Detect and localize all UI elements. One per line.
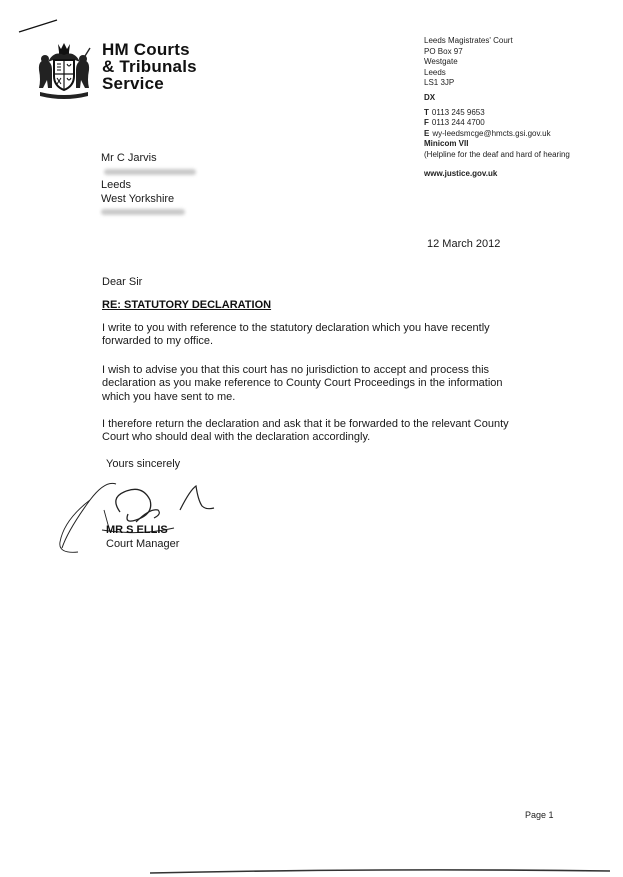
minicom-title: Minicom VII bbox=[424, 139, 469, 149]
email-line bbox=[424, 129, 570, 140]
subject-heading: RE: STATUTORY DECLARATION bbox=[102, 299, 272, 311]
postcode: LS1 3JP bbox=[424, 78, 455, 88]
paragraph-line: Court who should deal with the declaration accordingly. bbox=[102, 431, 371, 444]
email-label: E bbox=[424, 128, 430, 138]
telephone-label: T bbox=[424, 107, 429, 117]
organisation-name-line: & Tribunals bbox=[102, 57, 197, 76]
po-box: PO Box 97 bbox=[424, 46, 463, 56]
court-name: Leeds Magistrates' Court bbox=[424, 36, 513, 45]
fax-line bbox=[424, 118, 570, 129]
signer-title: Court Manager bbox=[106, 538, 180, 550]
page-number: Page 1 bbox=[525, 810, 554, 820]
city: Leeds bbox=[424, 67, 446, 77]
letter-date: 12 March 2012 bbox=[427, 238, 501, 250]
minicom-note: (Helpline for the deaf and hard of hearing bbox=[424, 149, 570, 159]
paragraph-line: I write to you with reference to the statutory declaration which you have recently bbox=[102, 322, 490, 334]
sender-address bbox=[424, 36, 570, 179]
telephone-line bbox=[424, 108, 570, 119]
redacted-postcode bbox=[101, 206, 196, 220]
body-paragraph bbox=[102, 364, 542, 404]
recipient-city: Leeds bbox=[101, 179, 131, 191]
paragraph-line: I therefore return the declaration and ask that it be forwarded to the relevant County bbox=[102, 418, 509, 430]
scan-pen-mark-icon bbox=[18, 18, 58, 34]
recipient-name: Mr C Jarvis bbox=[101, 152, 157, 164]
signer-name: MR S ELLIS bbox=[106, 524, 168, 536]
complimentary-close: Yours sincerely bbox=[106, 458, 181, 470]
telephone-number: 0113 245 9653 bbox=[431, 107, 485, 117]
email-address: wy-leedsmcge@hmcts.gsi.gov.uk bbox=[432, 128, 551, 138]
paragraph-line: forwarded to my office. bbox=[102, 335, 214, 348]
fax-number: 0113 244 4700 bbox=[431, 118, 485, 128]
paragraph-line: which you have sent to me. bbox=[102, 390, 236, 403]
fax-label: F bbox=[424, 118, 429, 128]
body-paragraph bbox=[102, 418, 542, 445]
royal-coat-of-arms-icon bbox=[34, 40, 94, 100]
recipient-address bbox=[101, 152, 196, 220]
paragraph-line: declaration as you make reference to County Court Proceedings in the information bbox=[102, 377, 503, 390]
organisation-name bbox=[102, 41, 197, 92]
paragraph-line: I wish to advise you that this court has no jurisdiction to accept and process this bbox=[102, 364, 490, 376]
website-link: www.justice.gov.uk bbox=[424, 168, 498, 178]
organisation-name-line: HM Courts bbox=[102, 40, 190, 59]
recipient-county: West Yorkshire bbox=[101, 192, 175, 205]
body-paragraph bbox=[102, 322, 542, 349]
salutation: Dear Sir bbox=[102, 276, 143, 288]
organisation-name-line: Service bbox=[102, 74, 164, 93]
dx-number: DX bbox=[424, 92, 436, 102]
street: Westgate bbox=[424, 57, 458, 67]
redacted-street bbox=[101, 166, 196, 180]
scan-edge-shadow-icon bbox=[150, 866, 610, 876]
